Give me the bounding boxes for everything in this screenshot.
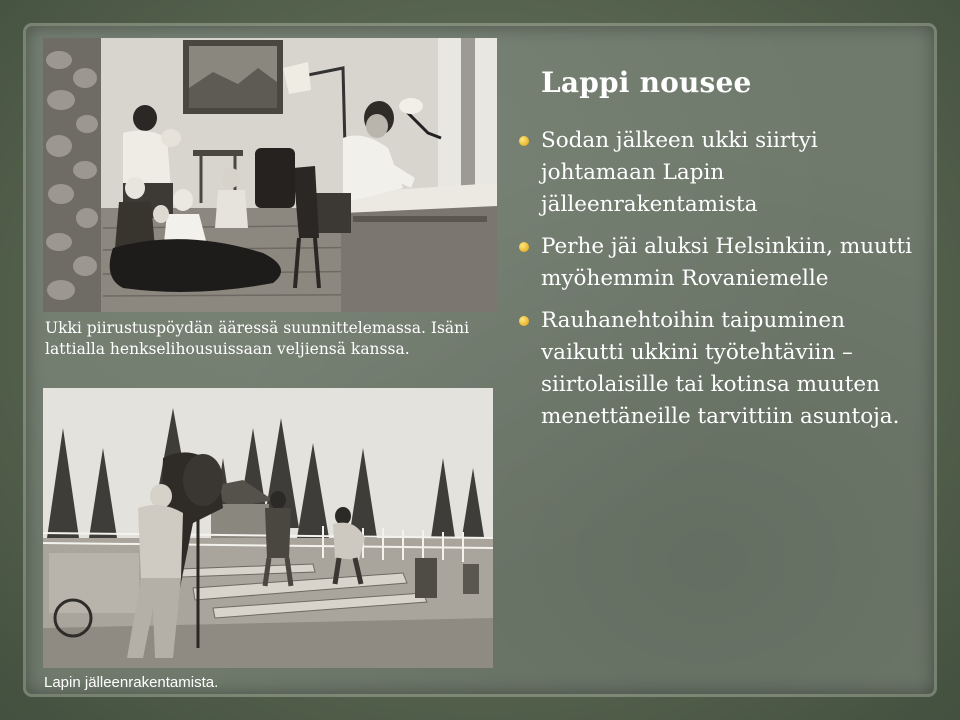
construction-photo xyxy=(43,388,493,668)
bullet-text: Rauhanehtoihin taipuminen vaikutti ukkini työtehtäviin – siirtolaisille tai kotinsa muuten menettäneille tarvittiin asuntoja. xyxy=(541,308,900,429)
bullet-dot-icon xyxy=(519,316,529,326)
bullet-dot-icon xyxy=(519,242,529,252)
bullet-item xyxy=(516,231,916,295)
bullet-dot-icon xyxy=(519,136,529,146)
bullet-item xyxy=(516,305,916,433)
construction-photo-caption: Lapin jälleenrakentamista. xyxy=(44,674,219,691)
bullet-item xyxy=(516,125,916,221)
bullet-text: Perhe jäi aluksi Helsinkiin, muutti myöhemmin Rovaniemelle xyxy=(541,234,913,291)
office-photo-caption: Ukki piirustuspöydän ääressä suunnittelemassa. Isäni lattialla henkselihousuissaan veljiensä kanssa. xyxy=(45,319,470,358)
office-photo xyxy=(43,38,497,312)
bullet-list xyxy=(516,125,916,443)
office-photo-image xyxy=(43,38,497,312)
slide-title: Lappi nousee xyxy=(541,66,752,99)
construction-photo-image xyxy=(43,388,493,668)
bullet-text: Sodan jälkeen ukki siirtyi johtamaan Lapin jälleenrakentamista xyxy=(541,128,818,217)
